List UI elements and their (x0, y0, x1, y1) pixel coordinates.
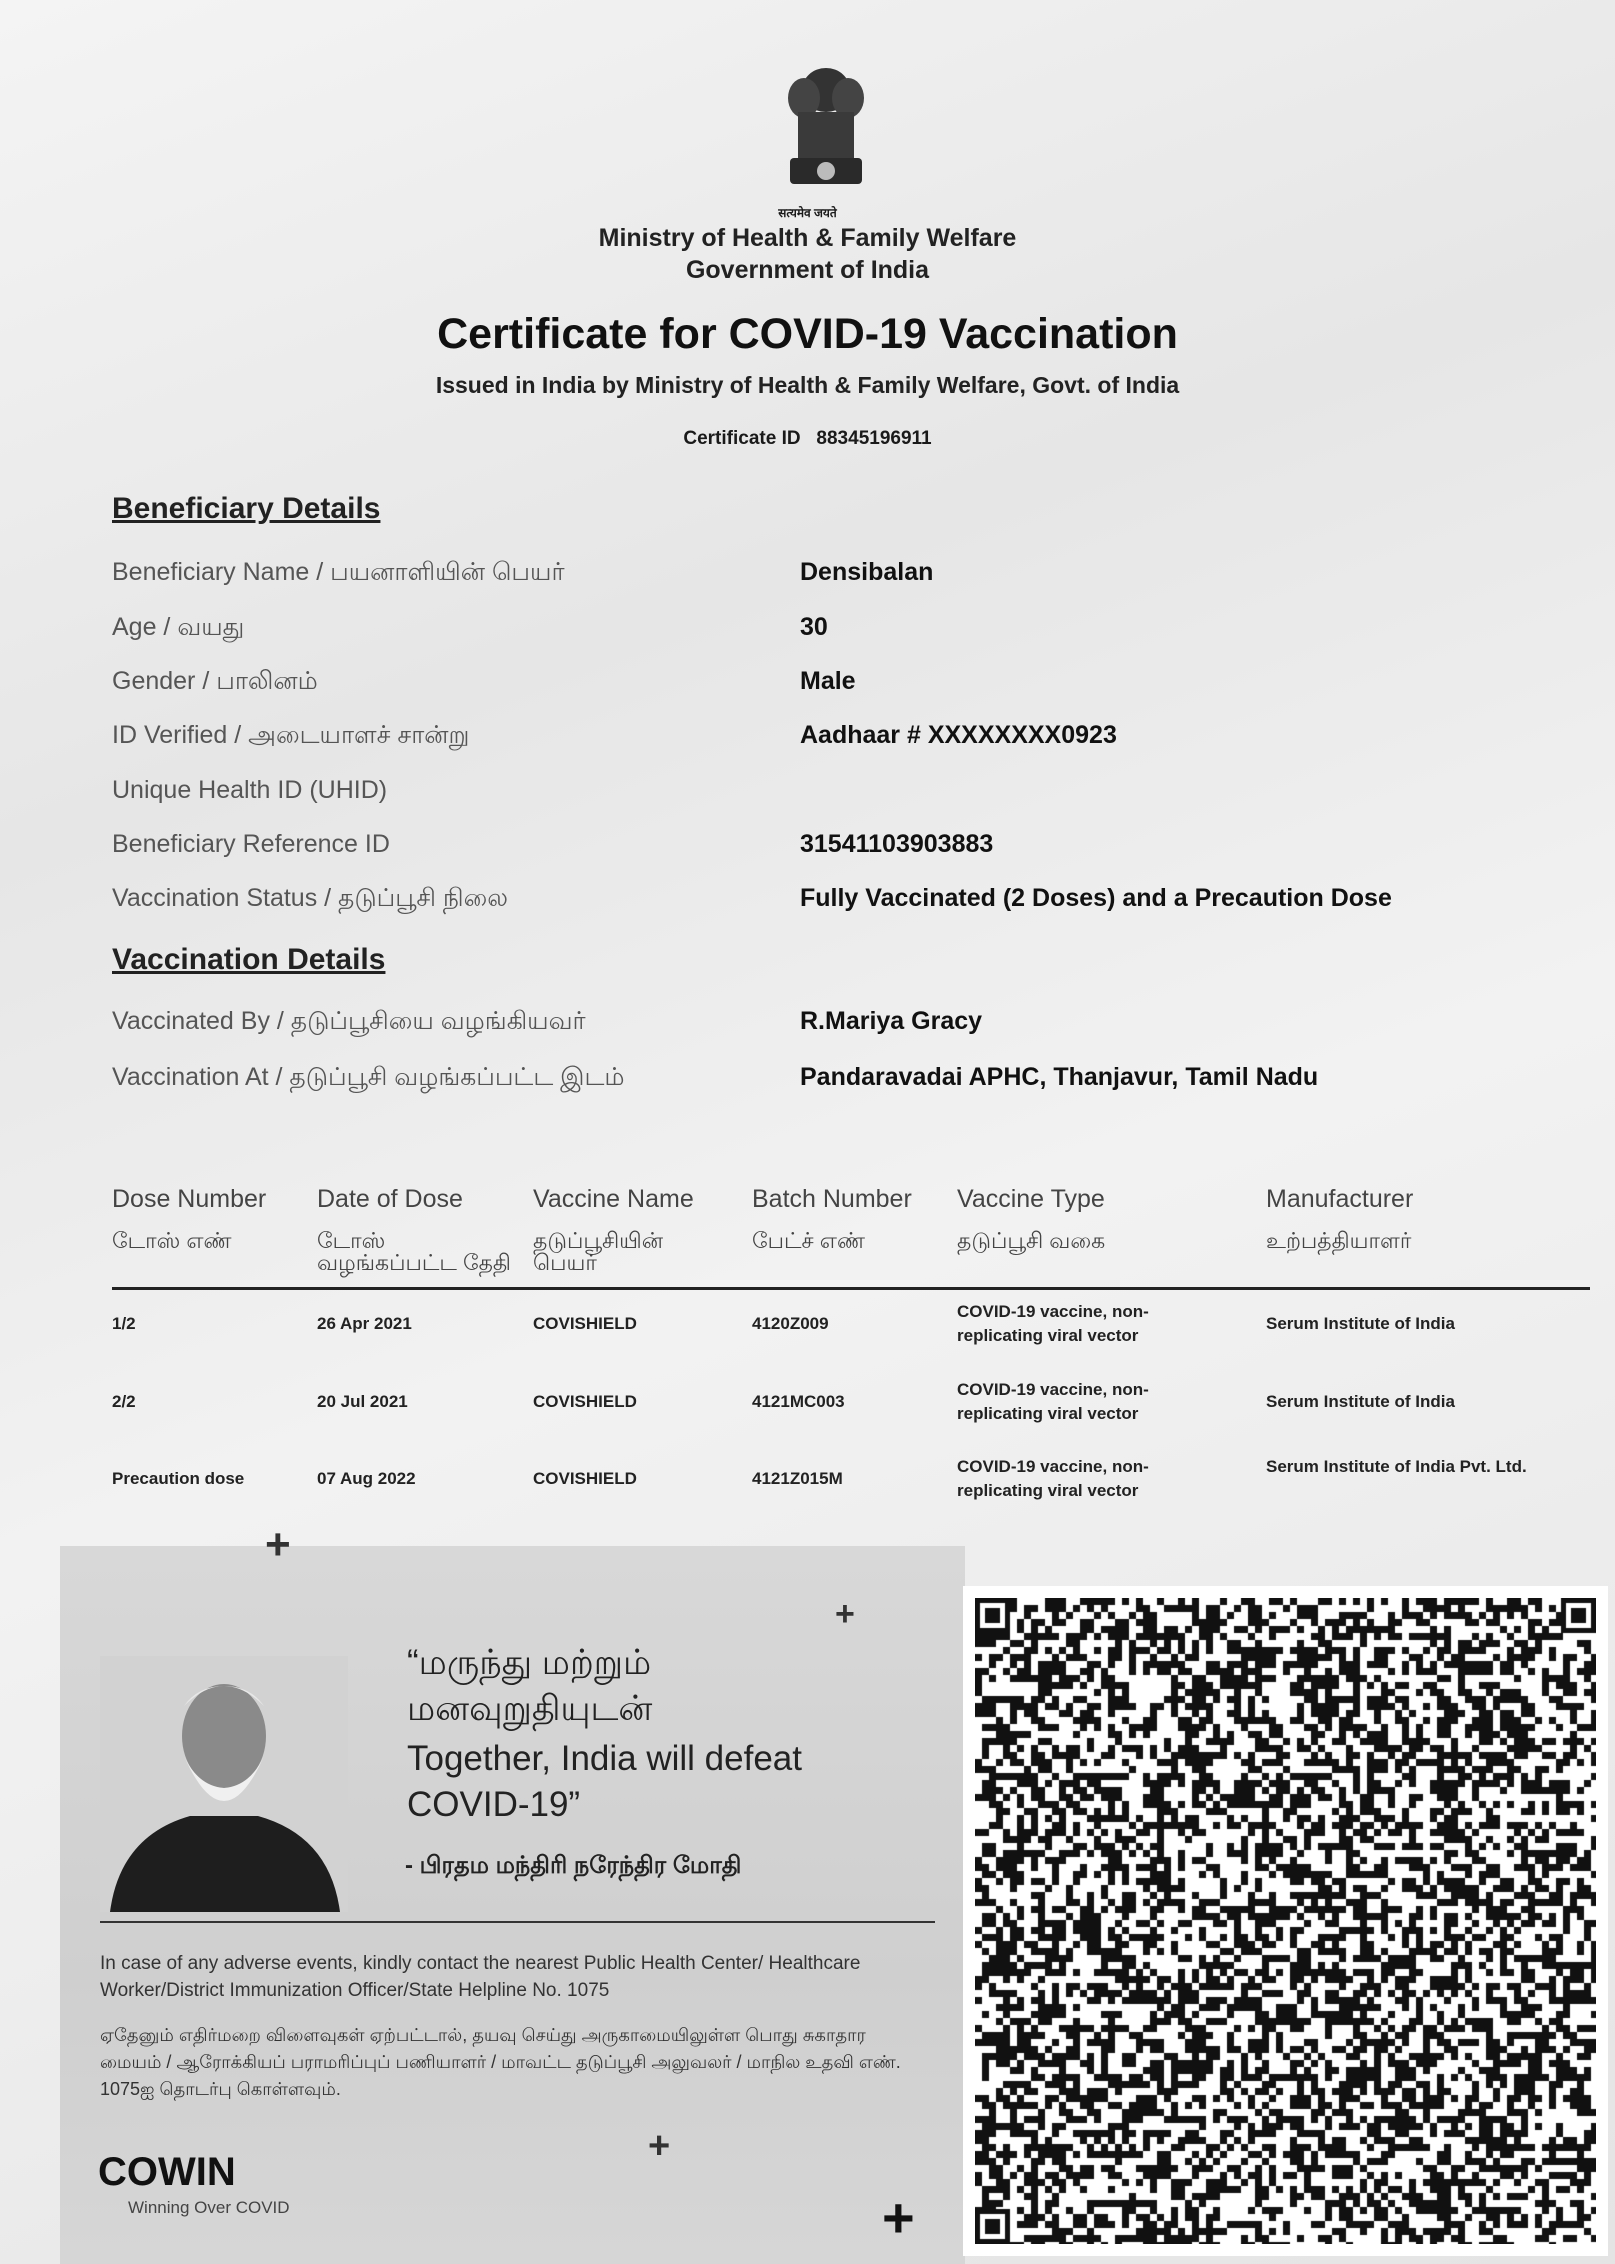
table-cell: Serum Institute of India (1266, 1314, 1455, 1333)
quote (407, 1640, 907, 1828)
table-cell: Serum Institute of India (1266, 1392, 1455, 1411)
plus-decoration-icon: + (648, 2125, 671, 2167)
vaccination-field-value: Pandaravadai APHC, Thanjavur, Tamil Nadu (800, 1063, 1319, 1091)
beneficiary-heading: Beneficiary Details (112, 492, 381, 525)
plus-decoration-icon: + (265, 1520, 291, 1569)
table-cell: 20 Jul 2021 (317, 1392, 408, 1411)
plus-decoration-icon: + (882, 2186, 915, 2249)
vaccination-field-value: R.Mariya Gracy (800, 1007, 983, 1035)
table-cell: 4121Z015M (752, 1469, 843, 1488)
table-cell: 2/2 (112, 1392, 136, 1411)
qr-code (963, 1586, 1608, 2256)
adverse-events-tamil: ஏதேனும் எதிர்மறை விளைவுகள் ஏற்பட்டால், தயவு செய்து அருகாமையிலுள்ள பொது சுகாதார மையம் / ஆரோக்கியப் பராமரிப்புப் பணியாளர் / மாவட்ட தடுப்பூசி அலுவலர் / மாநில உதவி எண். 1075ஐ தொடர்பு கொள்ளவும். (100, 2025, 901, 2099)
column-header-tamil: டோஸ் எண் (112, 1228, 232, 1253)
table-cell: COVISHIELD (533, 1392, 637, 1411)
table-cell: COVID-19 vaccine, non-replicating viral vector (957, 1457, 1149, 1500)
table-cell: Serum Institute of India Pvt. Ltd. (1266, 1457, 1527, 1476)
table-cell: COVID-19 vaccine, non-replicating viral vector (957, 1302, 1149, 1345)
beneficiary-field-label: Vaccination Status / தடுப்பூசி நிலை (112, 884, 509, 912)
column-header: Manufacturer (1266, 1185, 1414, 1213)
table-divider (112, 1287, 1590, 1290)
vaccination-heading: Vaccination Details (112, 943, 386, 976)
cowin-logo: COWIN (98, 2150, 236, 2194)
beneficiary-field-value: Fully Vaccinated (2 Doses) and a Precaution Dose (800, 884, 1392, 912)
table-cell: COVISHIELD (533, 1469, 637, 1488)
table-cell: 26 Apr 2021 (317, 1314, 412, 1333)
column-header: Date of Dose (317, 1185, 463, 1213)
beneficiary-field-label: ID Verified / அடையாளச் சான்று (112, 721, 470, 749)
beneficiary-field-label: Unique Health ID (UHID) (112, 776, 388, 804)
column-header: Vaccine Name (533, 1185, 694, 1213)
cowin-tagline: Winning Over COVID (128, 2198, 290, 2217)
plus-decoration-icon: + (835, 1595, 855, 1633)
table-cell: 4121MC003 (752, 1392, 845, 1411)
column-header-tamil: டோஸ் வழங்கப்பட்ட தேதி (317, 1228, 511, 1275)
quote-english: Together, India will defeat COVID-19” (407, 1739, 802, 1824)
table-cell: COVID-19 vaccine, non-replicating viral vector (957, 1380, 1149, 1423)
table-cell: 4120Z009 (752, 1314, 829, 1333)
certificate-id-value: 88345196911 (816, 428, 932, 449)
beneficiary-field-label: Beneficiary Reference ID (112, 830, 390, 858)
beneficiary-field-label: Age / வயது (112, 613, 245, 641)
beneficiary-field-label: Gender / பாலினம் (112, 667, 318, 695)
beneficiary-field-value: Male (800, 667, 856, 695)
beneficiary-field-value: Aadhaar # XXXXXXXX0923 (800, 721, 1117, 749)
column-header-tamil: பேட்ச் எண் (752, 1228, 865, 1253)
column-header-tamil: தடுப்பூசி வகை (957, 1228, 1106, 1253)
column-header: Dose Number (112, 1185, 267, 1213)
certificate-id (0, 428, 1615, 450)
government-name: Government of India (685, 256, 930, 284)
table-cell: 07 Aug 2022 (317, 1469, 416, 1488)
ministry-name: Ministry of Health & Family Welfare (598, 224, 1017, 252)
national-emblem-icon (780, 62, 872, 202)
certificate-id-label: Certificate ID (683, 428, 801, 449)
vaccination-field-label: Vaccination At / தடுப்பூசி வழங்கப்பட்ட இடம் (112, 1063, 625, 1091)
column-header: Batch Number (752, 1185, 912, 1213)
emblem-caption: सत्यमेव जयते (778, 206, 837, 220)
certificate-title: Certificate for COVID-19 Vaccination (437, 310, 1178, 358)
column-header-tamil: தடுப்பூசியின் பெயர் (533, 1228, 664, 1275)
adverse-events-english: In case of any adverse events, kindly contact the nearest Public Health Center/ Healthcare Worker/District Immunization Officer/State Helpline No. 1075 (100, 1953, 861, 2001)
qr-code-pattern (975, 1598, 1596, 2244)
table-cell: 1/2 (112, 1314, 136, 1333)
prime-minister-photo (100, 1656, 348, 1912)
beneficiary-field-value: Densibalan (800, 558, 934, 586)
issued-by: Issued in India by Ministry of Health & Family Welfare, Govt. of India (435, 372, 1180, 398)
beneficiary-field-value: 31541103903883 (800, 830, 994, 858)
quote-attribution: - பிரதம மந்திரி நரேந்திர மோதி (405, 1852, 742, 1879)
column-header: Vaccine Type (957, 1185, 1105, 1213)
footer-divider (100, 1921, 935, 1923)
beneficiary-field-label: Beneficiary Name / பயனாளியின் பெயர் (112, 558, 565, 586)
table-cell: Precaution dose (112, 1469, 245, 1488)
table-cell: COVISHIELD (533, 1314, 637, 1333)
beneficiary-field-value: 30 (800, 613, 828, 641)
vaccination-field-label: Vaccinated By / தடுப்பூசியை வழங்கியவர் (112, 1007, 586, 1035)
column-header-tamil: உற்பத்தியாளர் (1266, 1228, 1412, 1253)
quote-tamil: “மருந்து மற்றும் மனவுறுதியுடன் (407, 1643, 653, 1728)
